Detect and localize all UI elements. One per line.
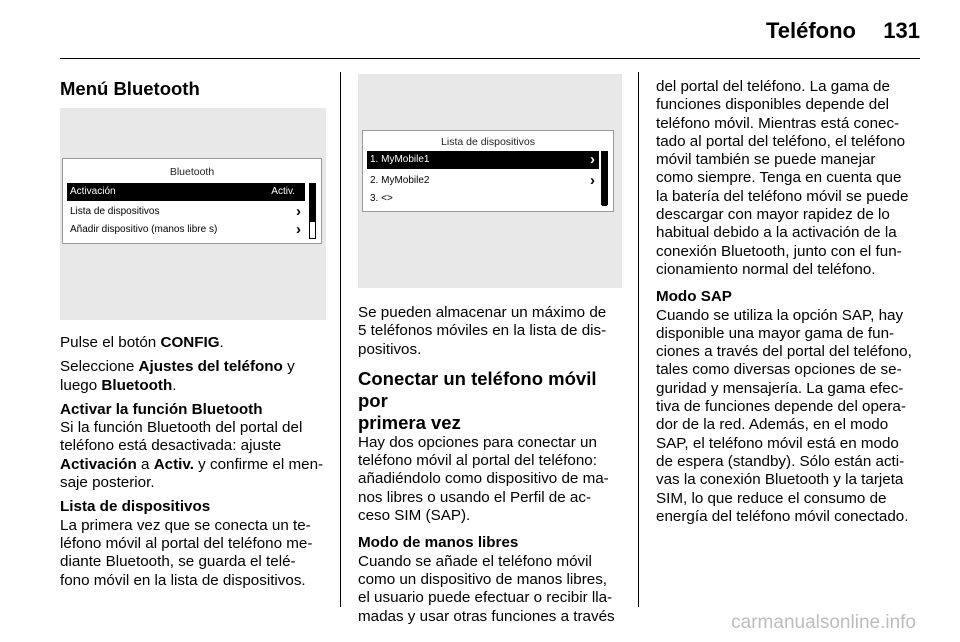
column-3-text [656, 78, 956, 526]
chevron-right-icon: › [296, 221, 301, 238]
menu-row-activacion[interactable] [67, 183, 305, 201]
text-line: Activación a Activ. y confirme el men‐ [60, 455, 324, 473]
screen-title: Lista de dispositivos [441, 136, 535, 148]
text-line: primera vez [358, 411, 461, 433]
section-title: Teléfono [765, 18, 856, 43]
text-line: dor de la red. Además, en el modo [656, 416, 889, 434]
text-line: SIM, lo que reduce el consumo de [656, 489, 887, 507]
text-line: Cuando se utiliza la opción SAP, hay [656, 306, 904, 324]
text-line: teléfono móvil. Mientras está conec‐ [656, 114, 900, 132]
text-line: La primera vez que se conecta un te‐ [60, 516, 311, 534]
menu-row-lista[interactable] [67, 203, 305, 221]
text-line: fono móvil en la lista de dispositivos. [60, 571, 306, 589]
text-line: conexión Bluetooth, junto con el fun‐ [656, 242, 902, 260]
text-line: la batería del teléfono móvil se puede [656, 187, 909, 205]
text-line: Si la función Bluetooth del portal del [60, 419, 303, 437]
row-label: Activación [70, 186, 116, 197]
text-line: teléfono está desactivada: ajuste [60, 437, 282, 455]
row-value: Activ. [271, 186, 295, 197]
text-line: como siempre. Tenga en cuenta que [656, 169, 902, 187]
scrollbar[interactable] [601, 151, 608, 205]
page-header [0, 0, 960, 62]
text-line: energía del teléfono móvil conectado. [656, 507, 909, 525]
chevron-right-icon: › [590, 172, 595, 189]
device-list-screen [362, 130, 614, 212]
scrollbar-thumb[interactable] [310, 184, 315, 222]
text-line: guridad y mensajería. La gama efec‐ [656, 379, 904, 397]
watermark: carmanualsonline.info [731, 612, 916, 633]
text-line: 5 teléfonos móviles en la lista de dis‐ [358, 322, 607, 340]
text-line: Pulse el botón CONFIG. [60, 334, 224, 351]
text-line: Se pueden almacenar un máximo de [358, 304, 607, 321]
text-line: tiva de funciones depende del opera‐ [656, 398, 906, 416]
device-row-1[interactable] [367, 151, 599, 169]
menu-row-anadir[interactable] [67, 221, 305, 239]
text-line: vas la conexión Bluetooth y la tarjeta [656, 471, 904, 489]
text-line: Hay dos opciones para conectar un [358, 433, 597, 451]
subheading-lista: Lista de dispositivos [60, 498, 211, 516]
device-row-2[interactable] [367, 172, 599, 190]
text-line: descargar con mayor rapidez de lo [656, 206, 890, 224]
text-line: Cuando se añade el teléfono móvil [358, 552, 592, 570]
row-label: Lista de dispositivos [70, 206, 160, 217]
text-line: nos libres o usando el Perfil de ac‐ [358, 488, 592, 506]
text-line: luego Bluetooth. [60, 376, 177, 394]
text-line: el usuario puede efectuar o recibir lla‐ [358, 589, 613, 607]
text-line: positivos. [358, 340, 422, 358]
text-line: ceso SIM (SAP). [358, 507, 471, 525]
page-number: 131 [883, 18, 920, 43]
device-row-3[interactable] [367, 190, 599, 208]
row-label: 1. MyMobile1 [370, 154, 430, 165]
text-line: ciones a través del portal del teléfono, [656, 343, 912, 361]
heading-conectar: Conectar un teléfono móvil por [358, 367, 597, 411]
subheading-manos-libres: Modo de manos libres [358, 534, 519, 552]
bluetooth-screen [62, 158, 322, 244]
row-label: 2. MyMobile2 [370, 175, 430, 186]
text-line: de espera (standby). Sólo están acti‐ [656, 452, 905, 470]
scrollbar-thumb[interactable] [602, 152, 607, 206]
chevron-right-icon: › [296, 203, 301, 220]
scrollbar[interactable] [309, 183, 316, 239]
text-line: diante Bluetooth, se guarda el telé‐ [60, 553, 296, 571]
row-label: Añadir dispositivo (manos libre s) [70, 224, 218, 235]
heading-menu-bluetooth: Menú Bluetooth [60, 78, 200, 99]
row-label: 3. <> [370, 193, 393, 204]
subheading-activar: Activar la función Bluetooth [60, 400, 263, 418]
text-line: añadiéndolo como dispositivo de ma‐ [358, 470, 609, 488]
text-line: disponible una mayor gama de fun‐ [656, 324, 895, 342]
text-line: madas y usar otras funciones a través [358, 607, 615, 625]
bluetooth-menu-figure [60, 108, 326, 320]
subheading-modo-sap: Modo SAP [656, 288, 732, 306]
column-divider [340, 72, 341, 607]
text-line: cionamiento normal del teléfono. [656, 260, 876, 278]
text-line: móvil también se puede manejar [656, 151, 876, 169]
text-line: teléfono móvil al portal del teléfono: [358, 452, 597, 470]
text-line: saje posterior. [60, 474, 155, 492]
text-line: tales como diversas opciones de se‐ [656, 361, 902, 379]
screen-title: Bluetooth [169, 166, 215, 178]
header-rule [60, 58, 920, 59]
column-2-text [358, 304, 630, 626]
text-line: como un dispositivo de manos libres, [358, 570, 608, 588]
text-line: del portal del teléfono. La gama de [656, 78, 890, 95]
device-list-figure [358, 74, 622, 288]
text-line: tado al portal del teléfono, el teléfono [656, 132, 906, 150]
text-line: Seleccione Ajustes del teléfono y [60, 358, 295, 376]
chevron-right-icon: › [590, 151, 595, 168]
column-divider [638, 72, 639, 607]
column-1 [60, 78, 332, 100]
column-1-text [60, 334, 332, 590]
text-line: SAP, el teléfono móvil está en modo [656, 434, 899, 452]
text-line: funciones disponibles depende del [656, 96, 890, 114]
text-line: habitual debido a la activación de la [656, 224, 897, 242]
text-line: léfono móvil al portal del teléfono me‐ [60, 534, 313, 552]
